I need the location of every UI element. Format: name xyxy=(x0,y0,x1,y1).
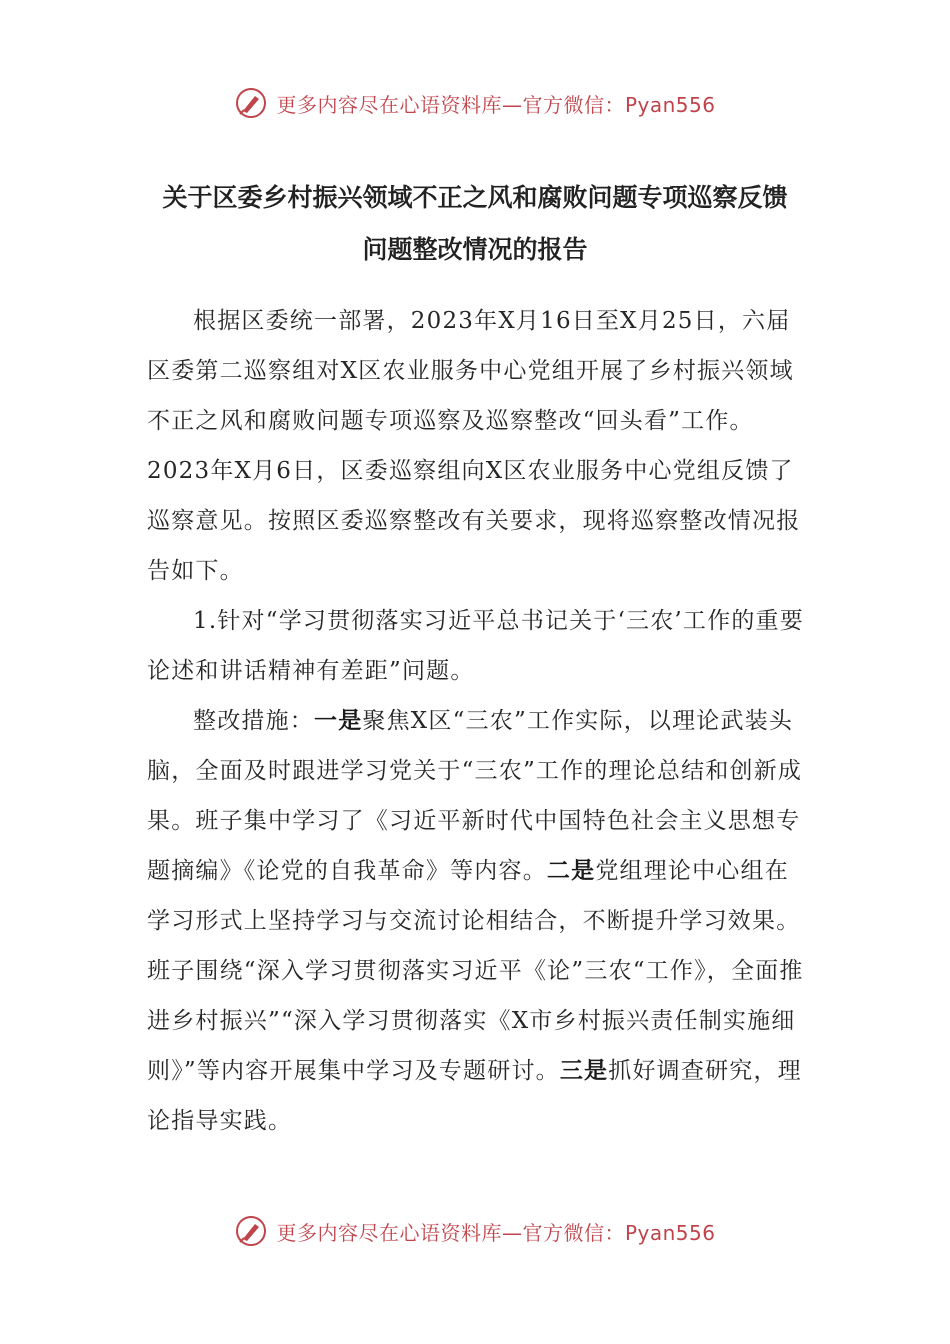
watermark-text: 更多内容尽在心语资料库—官方微信：Pyan556 xyxy=(276,1220,716,1245)
paragraph-intro: 根据区委统一部署，2023年X月16日至X月25日，六届区委第二巡察组对X区农业服务中心党组开展了乡村振兴领域不正之风和腐败问题专项巡察及巡察整改“回头看”工作。2023年X月6日，区委巡察组向X区农业服务中心党组反馈了巡察意见。按照区委巡察整改有关要求，现将巡察整改情况报告如下。 xyxy=(147,308,801,584)
document-body xyxy=(147,296,812,1146)
watermark-banner-top xyxy=(0,80,950,126)
point-label-3: 三是 xyxy=(559,1057,609,1084)
point-label-2: 二是 xyxy=(546,857,596,884)
point-text-1: 聚焦X区“三农”工作实际，以理论武装头脑，全面及时跟进学习党关于“三农”工作的理论总结和创新成果。班子集中学习了《习近平新时代中国特色社会主义思想专题摘编》《论党的自我革命》等内容。 xyxy=(147,708,803,884)
title-line-2: 问题整改情况的报告 xyxy=(362,235,588,264)
watermark-banner-bottom xyxy=(0,1208,950,1254)
point-text-2: 党组理论中心组在学习形式上坚持学习与交流讨论相结合，不断提升学习效果。班子围绕“深入学习贯彻落实习近平《论”三农“工作》，全面推进乡村振兴”“深入学习贯彻落实《X市乡村振兴责任制实施细则》”等内容开展集中学习及专题研讨。 xyxy=(147,858,804,1084)
point-label-1: 一是 xyxy=(314,707,363,734)
paragraph-measures xyxy=(147,696,812,1146)
watermark-text: 更多内容尽在心语资料库—官方微信：Pyan556 xyxy=(276,92,716,117)
measures-lead: 整改措施： xyxy=(193,708,314,734)
paragraph-issue-1: 1.针对“学习贯彻落实习近平总书记关于‘三农’工作的重要论述和讲话精神有差距”问题。 xyxy=(147,608,804,684)
pen-nib-circle-icon xyxy=(234,1214,268,1248)
point-text-3: 抓好调查研究，理论指导实践。 xyxy=(147,1058,802,1134)
document-title xyxy=(100,172,850,276)
pen-nib-circle-icon xyxy=(234,86,268,120)
title-line-1: 关于区委乡村振兴领域不正之风和腐败问题专项巡察反馈 xyxy=(162,183,788,212)
